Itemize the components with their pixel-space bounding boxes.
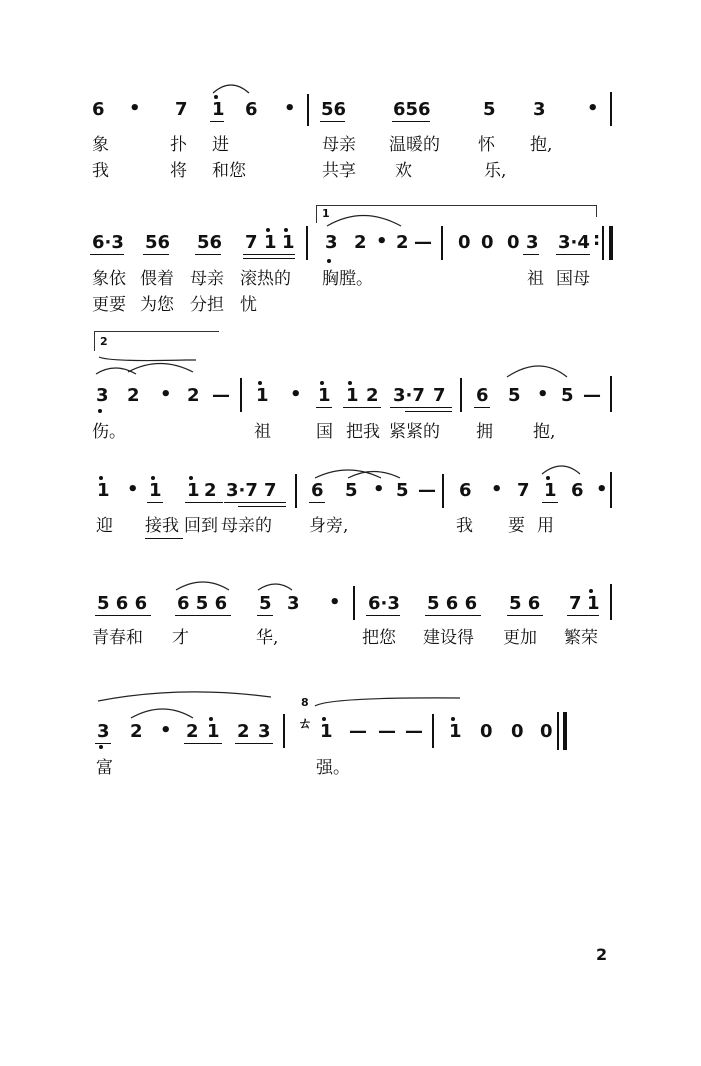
lyric: 忧 xyxy=(240,295,257,315)
lyric: 要 xyxy=(508,516,525,536)
note: 3 xyxy=(258,721,271,742)
note: 2 xyxy=(237,721,250,742)
dot: • xyxy=(587,98,599,119)
note: 1 xyxy=(97,480,110,501)
note: 6 xyxy=(459,480,472,501)
note: 7 xyxy=(517,480,530,501)
lyric: 母亲 xyxy=(190,269,224,289)
note: 6 xyxy=(311,480,324,501)
lyric: 富 xyxy=(96,758,113,778)
note: 2 xyxy=(130,721,143,742)
dot: • xyxy=(596,479,608,500)
lyric: 强。 xyxy=(316,758,350,778)
note: 3 xyxy=(287,593,300,614)
note: 5 xyxy=(561,385,574,406)
note: 3 xyxy=(526,232,539,253)
lyric: 更加 xyxy=(503,628,537,648)
dot: • xyxy=(129,98,141,119)
lyric: 伤。 xyxy=(92,422,126,442)
lyric: 把您 xyxy=(362,628,396,648)
dash: — xyxy=(212,385,230,406)
lyric: 繁荣 xyxy=(564,628,598,648)
note: 5 xyxy=(396,480,409,501)
note: 3 xyxy=(533,99,546,120)
dot: • xyxy=(537,384,549,405)
lyric: 才 xyxy=(172,628,189,648)
lyric: 母亲 xyxy=(322,135,356,155)
note: 3·7 xyxy=(393,385,425,406)
lyric: 接我 xyxy=(145,516,179,536)
note: 7 xyxy=(264,480,277,501)
breath-number: 8 xyxy=(301,696,309,709)
volta-number: 1 xyxy=(322,207,330,220)
lyric: 更要 xyxy=(92,295,126,315)
lyric: 青春和 xyxy=(92,628,143,648)
dash: — xyxy=(583,385,601,406)
note: 5 6 6 xyxy=(427,593,478,614)
note: 3·7 xyxy=(226,480,258,501)
lyric: 建设得 xyxy=(423,628,474,648)
note: 3 xyxy=(325,232,338,253)
note: 2 xyxy=(127,385,140,406)
lyric: 国母 xyxy=(556,269,590,289)
note: 1 xyxy=(544,480,557,501)
lyric: 乐, xyxy=(484,161,507,181)
lyric: 胸膛。 xyxy=(322,269,373,289)
lyric: 抱, xyxy=(533,422,556,442)
note: 5 6 6 xyxy=(97,593,148,614)
note: 5 6 xyxy=(509,593,541,614)
lyric: 把我 xyxy=(346,422,380,442)
rest: 0 xyxy=(458,232,471,253)
note: 7 xyxy=(175,99,188,120)
lyric: 我 xyxy=(456,516,473,536)
note: 5 xyxy=(259,593,272,614)
note: 656 xyxy=(393,99,431,120)
note: 1 xyxy=(149,480,162,501)
lyric: 紧紧的 xyxy=(389,422,440,442)
note: 2 xyxy=(354,232,367,253)
dot: • xyxy=(160,720,172,741)
note: 2 xyxy=(187,385,200,406)
lyric: 回到 xyxy=(184,516,218,536)
note: 2 xyxy=(186,721,199,742)
note: 7 xyxy=(433,385,446,406)
dot: • xyxy=(127,479,139,500)
note: 2 xyxy=(204,480,217,501)
note: 2 xyxy=(366,385,379,406)
note: 3·4 xyxy=(558,232,590,253)
dash: — xyxy=(378,721,396,742)
note: 1 xyxy=(264,232,277,253)
rest: 0 xyxy=(507,232,520,253)
lyric: 拥 xyxy=(476,422,493,442)
lyric: 华, xyxy=(256,628,279,648)
dot: • xyxy=(290,384,302,405)
lyric: 进 xyxy=(212,135,229,155)
note: 5 xyxy=(483,99,496,120)
lyric: 怀 xyxy=(478,135,495,155)
lyric: 滚热的 xyxy=(240,269,291,289)
breath-mark: ㄊ xyxy=(298,716,312,732)
note: 6 xyxy=(571,480,584,501)
dot: • xyxy=(160,384,172,405)
lyric: 为您 xyxy=(140,295,174,315)
lyric: 抱, xyxy=(530,135,553,155)
volta-number: 2 xyxy=(100,335,108,348)
note: 1 xyxy=(207,721,220,742)
note: 1 xyxy=(449,721,462,742)
dot: • xyxy=(284,98,296,119)
lyric: 母亲的 xyxy=(221,516,272,536)
lyric: 祖 xyxy=(254,422,271,442)
dash: — xyxy=(405,721,423,742)
note: 6 5 6 xyxy=(177,593,228,614)
note: 1 xyxy=(212,99,225,120)
note: 6 xyxy=(92,99,105,120)
rest: 0 xyxy=(511,721,524,742)
note: 6·3 xyxy=(92,232,124,253)
note: 1 xyxy=(282,232,295,253)
lyric: 身旁, xyxy=(309,516,349,536)
lyric: 象依 xyxy=(92,269,126,289)
dash: — xyxy=(418,480,436,501)
rest: 0 xyxy=(540,721,553,742)
lyric: 用 xyxy=(537,516,554,536)
note: 1 xyxy=(346,385,359,406)
lyric: 温暖的 xyxy=(389,135,440,155)
note: 56 xyxy=(145,232,171,253)
lyric: 分担 xyxy=(190,295,224,315)
dash: — xyxy=(414,232,432,253)
note: 1 xyxy=(587,593,600,614)
note: 6 xyxy=(245,99,258,120)
lyric: 偎着 xyxy=(140,269,174,289)
lyric: 共享 xyxy=(322,161,356,181)
page-number: 2 xyxy=(596,945,608,964)
note: 6·3 xyxy=(368,593,400,614)
note: 7 xyxy=(245,232,258,253)
note: 5 xyxy=(345,480,358,501)
dot: • xyxy=(329,592,341,613)
note: 2 xyxy=(396,232,409,253)
repeat-dots: : xyxy=(593,229,601,250)
lyric: 国 xyxy=(316,422,333,442)
lyric: 迎 xyxy=(96,516,113,536)
dot: • xyxy=(491,479,503,500)
note: 1 xyxy=(187,480,200,501)
note: 7 xyxy=(569,593,582,614)
lyric: 和您 xyxy=(212,161,246,181)
note: 3 xyxy=(97,721,110,742)
note: 1 xyxy=(256,385,269,406)
note: 3 xyxy=(96,385,109,406)
rest: 0 xyxy=(480,721,493,742)
lyric: 祖 xyxy=(527,269,544,289)
note: 56 xyxy=(197,232,223,253)
note: 5 xyxy=(508,385,521,406)
note: 1 xyxy=(318,385,331,406)
lyric: 欢 xyxy=(395,161,412,181)
note: 56 xyxy=(321,99,347,120)
lyric: 扑 xyxy=(170,135,187,155)
lyric: 我 xyxy=(92,161,109,181)
lyric: 象 xyxy=(92,135,109,155)
dash: — xyxy=(349,721,367,742)
lyric: 将 xyxy=(170,161,187,181)
rest: 0 xyxy=(481,232,494,253)
note: 6 xyxy=(476,385,489,406)
note: 1 xyxy=(320,721,333,742)
dot: • xyxy=(373,479,385,500)
dot: • xyxy=(376,231,388,252)
